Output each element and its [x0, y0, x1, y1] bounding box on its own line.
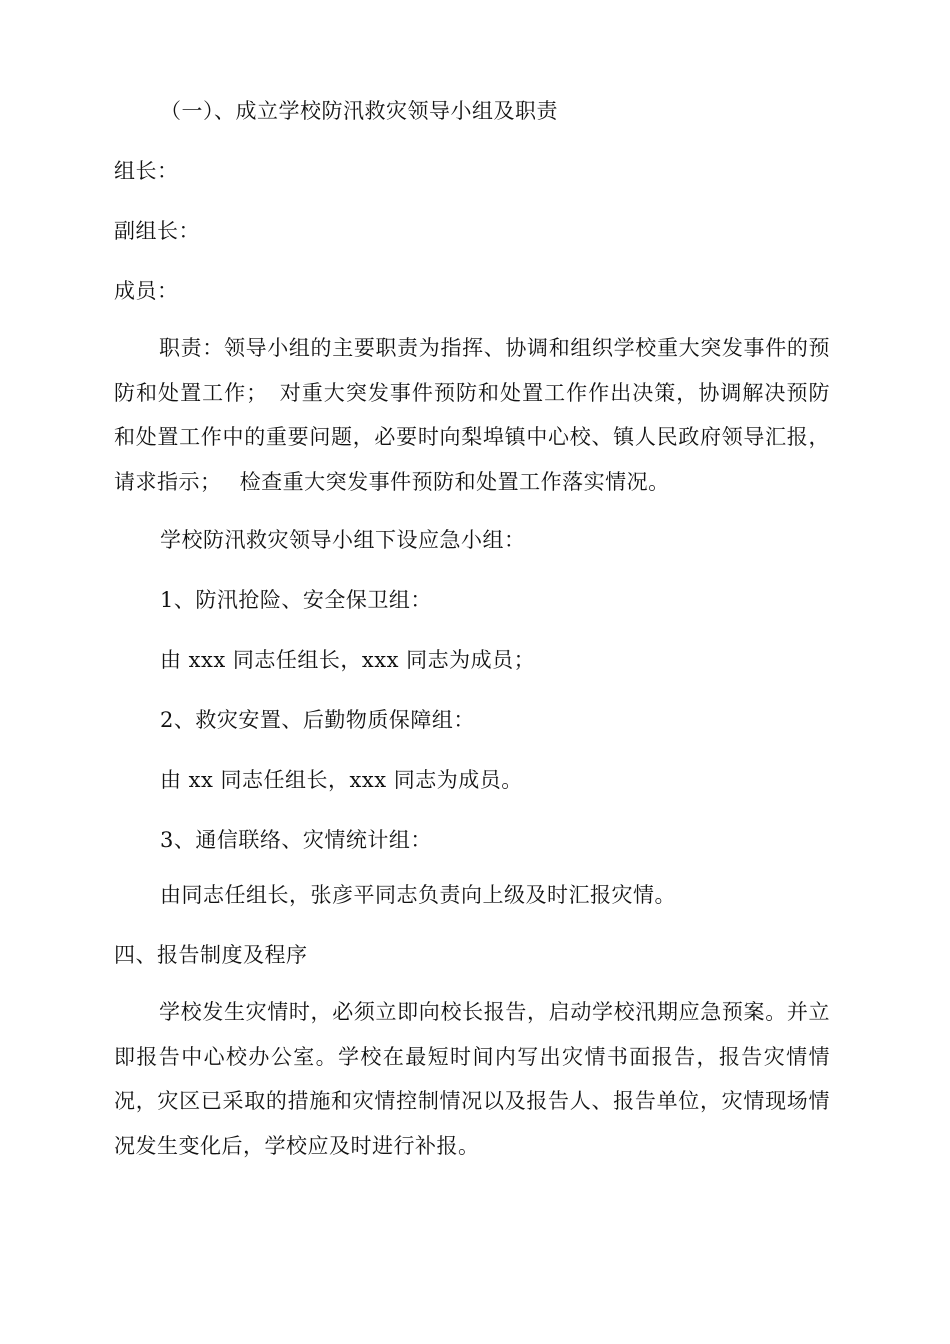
group-2-title: 2、救灾安置、后勤物质保障组： — [160, 708, 475, 732]
members-label: 成员： — [114, 279, 179, 303]
group-1-members: 由 xxx 同志任组长，xxx 同志为成员； — [160, 648, 536, 672]
group-2-members: 由 xx 同志任组长，xxx 同志为成员。 — [160, 768, 523, 792]
leader-label: 组长： — [114, 159, 179, 183]
deputy-leader-label: 副组长： — [114, 219, 200, 243]
section-four-heading: 四、报告制度及程序 — [114, 943, 308, 967]
duties-paragraph: 职责：领导小组的主要职责为指挥、协调和组织学校重大突发事件的预防和处置工作； 对重大突发事件预防和处置工作作出决策，协调解决预防和处置工作中的重要问题，必要时向梨埠镇中心校、镇人民政府领导汇报，请求指示； 检查重大突发事件预防和处置工作落实情况。 — [114, 336, 830, 494]
sub-groups-intro: 学校防汛救灾领导小组下设应急小组： — [160, 528, 526, 552]
group-3-title: 3、通信联络、灾情统计组： — [160, 828, 432, 852]
section-heading: （一）、成立学校防汛救灾领导小组及职责 — [160, 99, 558, 123]
group-1-title: 1、防汛抢险、安全保卫组： — [160, 588, 432, 612]
group-3-members: 由同志任组长，张彦平同志负责向上级及时汇报灾情。 — [160, 883, 676, 907]
report-paragraph: 学校发生灾情时，必须立即向校长报告，启动学校汛期应急预案。并立即报告中心校办公室。学校在最短时间内写出灾情书面报告，报告灾情情况，灾区已采取的措施和灾情控制情况以及报告人、报告单位，灾情现场情况发生变化后，学校应及时进行补报。 — [114, 1000, 830, 1158]
